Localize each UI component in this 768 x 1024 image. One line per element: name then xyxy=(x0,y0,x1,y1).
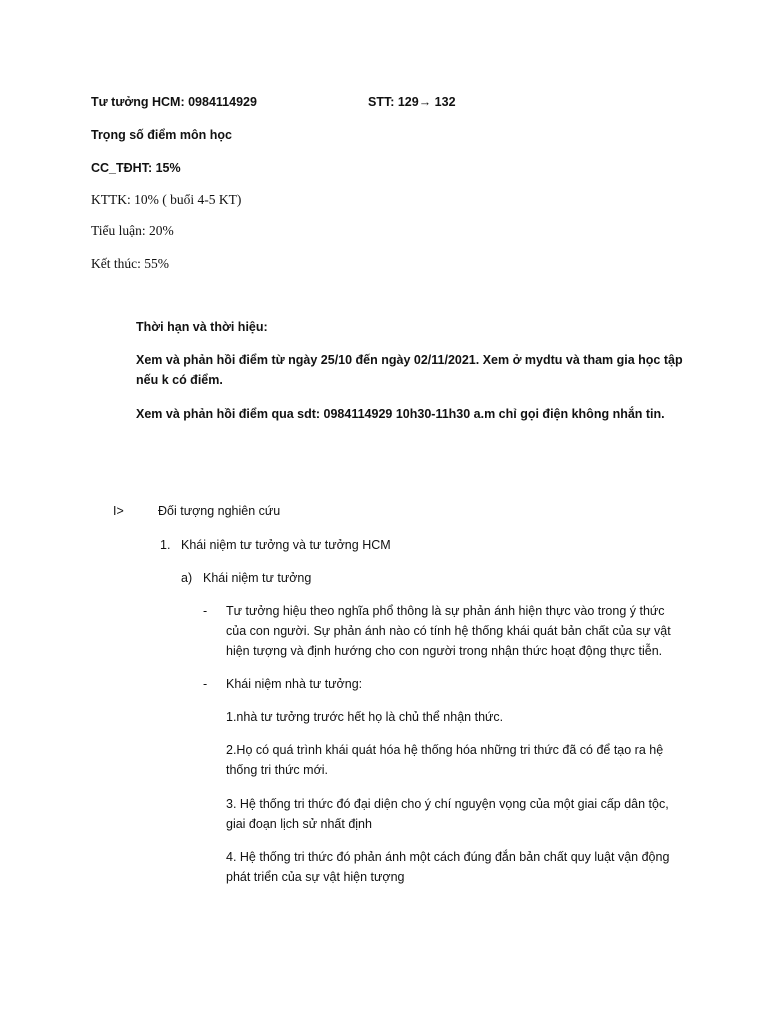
weight-kttk: KTTK: 10% ( buổi 4-5 KT) xyxy=(91,192,242,207)
point2-line1: 2.Họ có quá trình khái quát hóa hệ thống hóa những tri thức đã có để tạo ra hệ xyxy=(226,743,664,757)
deadline-para1-line1: Xem và phản hồi điểm từ ngày 25/10 đến ngày 02/11/2021. Xem ở mydtu và tham gia học tập xyxy=(136,353,683,367)
stt-line: STT: 129→ 132 xyxy=(368,95,456,109)
section-marker: I> xyxy=(113,504,124,518)
bullet1-line2: của con người. Sự phản ánh nào có tính hệ thống khái quát bản chất của sự vật xyxy=(226,624,671,638)
weights-title: Trọng số điểm môn học xyxy=(91,128,232,142)
deadline-para1-line2: nếu k có điểm. xyxy=(136,373,223,387)
point3-line1: 3. Hệ thống tri thức đó đại diện cho ý chí nguyện vọng của một giai cấp dân tộc, xyxy=(226,797,669,811)
point1: 1.nhà tư tưởng trước hết họ là chủ thể nhận thức. xyxy=(226,710,504,724)
item-a-marker: a) xyxy=(181,571,193,585)
item1-title: Khái niệm tư tưởng và tư tưởng HCM xyxy=(181,538,391,552)
deadline-para2: Xem và phản hồi điểm qua sdt: 0984114929 10h30-11h30 a.m chỉ gọi điện không nhắn tin. xyxy=(136,407,665,421)
bullet-dash-2: - xyxy=(203,677,208,691)
point2-line2: thống tri thức mới. xyxy=(226,763,329,777)
bullet1-line3: hiện tượng và định hướng cho con người trong nhận thức hoạt động thực tiễn. xyxy=(226,644,663,658)
bullet2-text: Khái niệm nhà tư tưởng: xyxy=(226,677,363,691)
weight-ketthuc: Kết thúc: 55% xyxy=(91,256,169,271)
weight-cc: CC_TĐHT: 15% xyxy=(91,161,181,175)
point4-line1: 4. Hệ thống tri thức đó phản ánh một cách đúng đắn bản chất quy luật vận động xyxy=(226,850,670,864)
point3-line2: giai đoạn lịch sử nhất định xyxy=(226,817,372,831)
item-a-title: Khái niệm tư tưởng xyxy=(203,571,312,585)
item1-number: 1. xyxy=(160,538,171,552)
section-title: Đối tượng nghiên cứu xyxy=(158,504,281,518)
subject-phone-line: Tư tưởng HCM: 0984114929 xyxy=(91,95,257,109)
bullet1-line1: Tư tưởng hiệu theo nghĩa phổ thông là sự phản ánh hiện thực vào trong ý thức xyxy=(226,604,665,618)
deadline-title: Thời hạn và thời hiệu: xyxy=(136,320,268,334)
point4-line2: phát triển của sự vật hiện tượng xyxy=(226,870,405,884)
bullet-dash-1: - xyxy=(203,604,208,618)
weight-tieuluan: Tiểu luận: 20% xyxy=(91,223,174,238)
